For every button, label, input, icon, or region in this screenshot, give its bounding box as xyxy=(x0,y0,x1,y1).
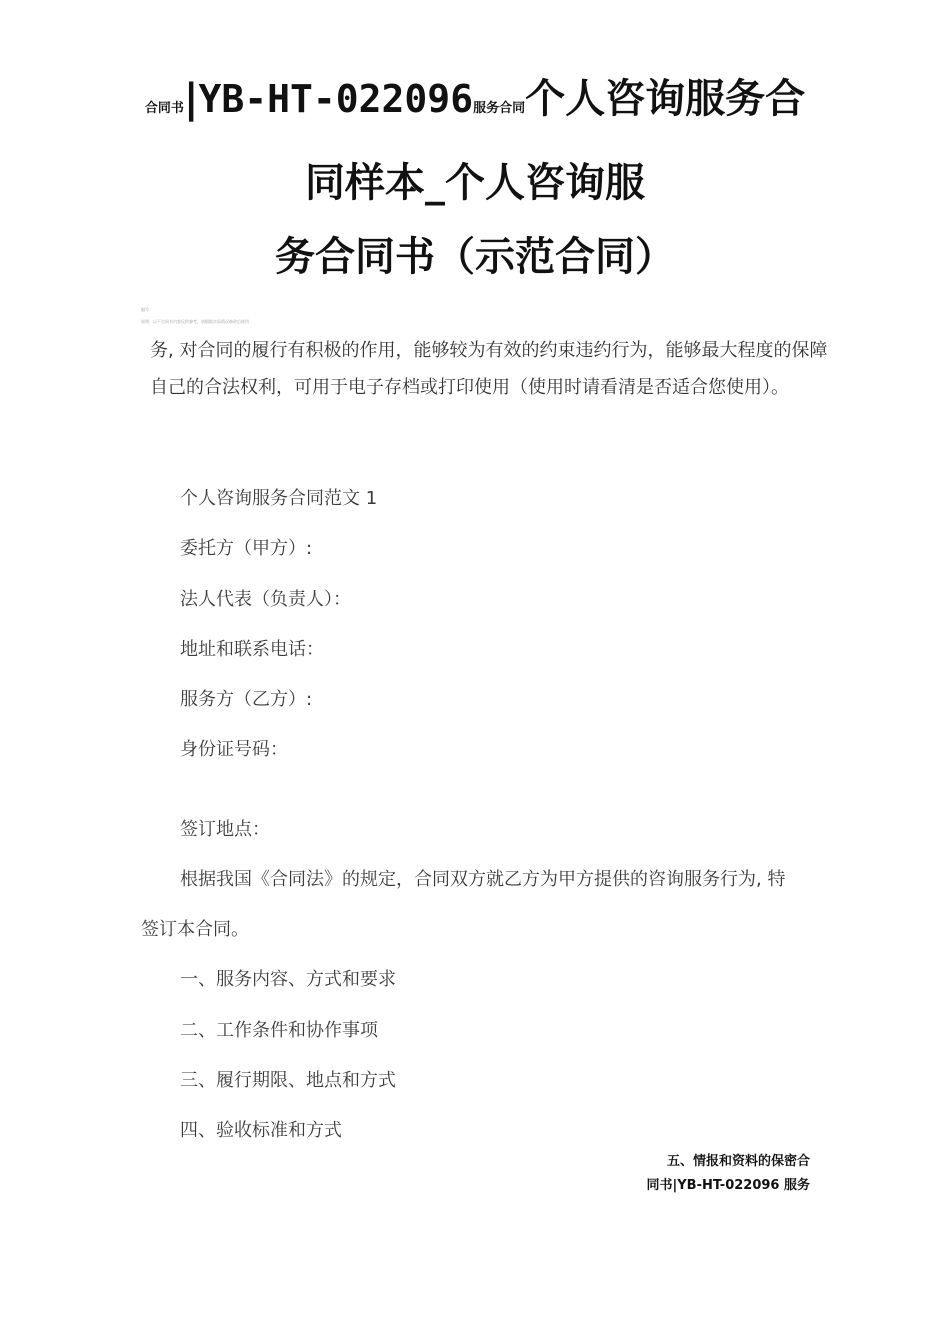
party-b-label: 服务方（乙方）: xyxy=(180,689,313,710)
section-2-heading: 二、工作条件和协作事项 xyxy=(180,1020,378,1041)
section-1-heading: 一、服务内容、方式和要求 xyxy=(180,969,396,990)
title-line-2: 同样本_个人咨询服 xyxy=(305,160,645,206)
sample-title: 个人咨询服务合同范文 1 xyxy=(180,488,378,509)
footer-line-2: 同书|YB-HT-022096 服务 xyxy=(646,1178,810,1193)
title-line-3: 务合同书（示范合同） xyxy=(275,234,675,280)
footer-line-1: 五、情报和资料的保密合 xyxy=(666,1154,810,1169)
document-title xyxy=(0,62,950,294)
tiny-notice: 编号： xyxy=(141,307,153,312)
basis-line-1: 根据我国《合同法》的规定，合同双方就乙方为甲方提供的咨询服务行为, 特 xyxy=(180,869,786,890)
title-line-1 xyxy=(0,62,950,146)
title-separator: | xyxy=(183,76,199,122)
title-line-1-tail: 个人咨询服务合 xyxy=(525,76,806,122)
title-mid: 服务合同 xyxy=(473,101,526,116)
legal-rep-label: 法人代表（负责人）： xyxy=(180,589,351,610)
intro-paragraph: 务, 对合同的履行有积极的作用，能够较为有效的约束违约行为，能够最大程度的保障自己的合法权利，可用于电子存档或打印使用（使用时请看清是否适合您使用）。 xyxy=(150,340,828,398)
footer-note xyxy=(640,1150,810,1198)
id-number-label: 身份证号码： xyxy=(180,739,288,760)
section-3-heading: 三、履行期限、地点和方式 xyxy=(180,1070,396,1091)
address-phone-label: 地址和联系电话： xyxy=(180,639,324,660)
contract-code: YB-HT-022096 xyxy=(198,77,474,121)
basis-line-2: 签订本合同。 xyxy=(141,919,249,940)
section-4-heading: 四、验收标准和方式 xyxy=(180,1120,342,1141)
title-prefix: 合同书 xyxy=(144,101,184,116)
sign-place-label: 签订地点： xyxy=(180,819,270,840)
tiny-subnote: 说明：以下合同书内容仅供参考，请根据实际情况修改后使用 xyxy=(141,319,249,324)
party-a-label: 委托方（甲方）: xyxy=(180,538,313,559)
